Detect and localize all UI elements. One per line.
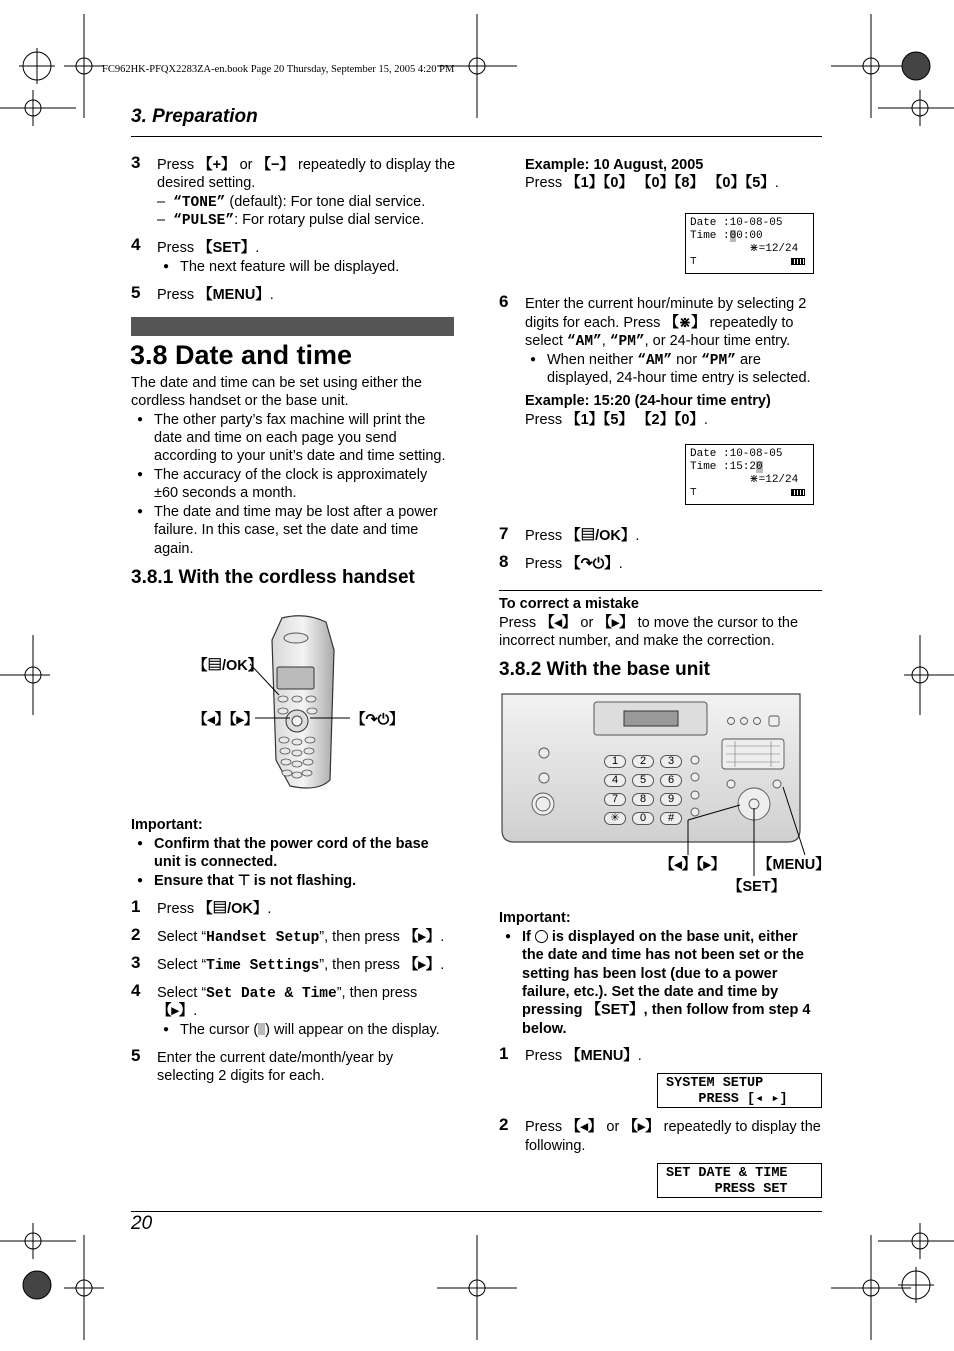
bullet-item: ● The next feature will be displayed. (180, 258, 399, 277)
step-text: selecting 2 digits for each. (157, 1068, 325, 1084)
step-number: 5 (131, 1046, 141, 1065)
base-nav-label: 【◂】【▸】 (660, 857, 726, 873)
antenna-icon: ⊤ (690, 487, 697, 499)
important-item: ● Ensure that ⊤ is not flashing. (154, 872, 356, 891)
section-header: 3. Preparation (131, 106, 258, 127)
step-text: Enter the current hour/minute by selecting 2 (525, 296, 807, 312)
step-number: 2 (499, 1115, 509, 1134)
important-item: ● Confirm that the power cord of the base (154, 835, 429, 854)
step-number: 3 (131, 953, 141, 972)
important-label: Important: (499, 910, 571, 926)
important-line: setting has been lost (due to a power (522, 966, 778, 982)
clock-icon (535, 930, 548, 943)
step-text: digits for each. Press 【⋇】 repeatedly to (525, 315, 794, 331)
step-text: Press 【▤/OK】. (157, 901, 272, 917)
step-text: desired setting. (157, 175, 256, 191)
step-text: Press 【+】 or 【−】 repeatedly to display the (157, 157, 456, 173)
step-text: Press 【◂】 or 【▸】 repeatedly to display the (525, 1119, 821, 1135)
base-set-label: 【SET】 (728, 879, 786, 895)
step-number: 6 (499, 292, 509, 311)
keypad-key: 8 (632, 793, 654, 806)
step-number: 4 (131, 981, 141, 1000)
keypad-key: 9 (660, 793, 682, 806)
page-number: 20 (131, 1213, 153, 1234)
example-keys: Press 【1】【5】 【2】【0】. (525, 412, 708, 428)
lcd-display: Date :10-08-05 Time :15:20 ⋇=12/24 ⊤ (685, 444, 814, 505)
step-number: 3 (131, 153, 141, 172)
keypad-key: 2 (632, 755, 654, 768)
step-text: Press 【↷⏻】. (525, 556, 623, 572)
antenna-icon: ⊤ (237, 873, 251, 889)
correction-title: To correct a mistake (499, 596, 639, 612)
example-keys: Press 【1】【0】 【0】【8】 【0】【5】. (525, 175, 779, 191)
step-number: 8 (499, 552, 509, 571)
correction-text: incorrect number, and make the correction. (499, 633, 775, 649)
bullet-item: ● The accuracy of the clock is approximately (154, 466, 427, 485)
step-text: Press 【MENU】. (525, 1048, 642, 1064)
important-line: below. (522, 1021, 567, 1037)
correction-text: Press 【◂】 or 【▸】 to move the cursor to the (499, 615, 799, 631)
step-text: Enter the current date/month/year by (157, 1050, 394, 1066)
lcd-display: Date :10-08-05 Time :00:00 ⋇=12/24 ⊤ (685, 213, 814, 274)
important-line: pressing 【SET】, then follow from step 4 (522, 1002, 811, 1018)
important-label: Important: (131, 817, 203, 833)
bullet-item: ● When neither “AM” nor “PM” are (547, 351, 761, 371)
step-text: Press 【▤/OK】. (525, 528, 640, 544)
keypad-key: # (660, 812, 682, 825)
keypad-key: 3 (660, 755, 682, 768)
step-number: 1 (499, 1044, 509, 1063)
step-text: Select “Time Settings”, then press 【▸】. (157, 957, 445, 974)
handset-nav-label: 【◂】【▸】 (193, 712, 259, 728)
footer-rule (131, 1211, 822, 1212)
step-text: following. (525, 1138, 586, 1154)
option-item: – “PULSE”: For rotary pulse dial service. (157, 212, 425, 229)
antenna-icon: ⊤ (690, 256, 697, 268)
keypad-key: 0 (632, 812, 654, 825)
step-text: Select “Handset Setup”, then press 【▸】. (157, 929, 445, 946)
keypad (604, 753, 691, 829)
step-number: 5 (131, 283, 141, 302)
example-title: Example: 10 August, 2005 (525, 157, 704, 173)
option-item: – “TONE” (default): For tone dial service. (157, 194, 426, 211)
keypad-key: ✳ (604, 812, 626, 825)
step-text: Press 【MENU】. (157, 287, 274, 303)
bullet-line: according to your unit’s date and time setting. (154, 448, 446, 464)
important-line: unit is connected. (154, 854, 278, 870)
step-text: select “AM”, “PM”, or 24-hour time entry. (525, 333, 791, 350)
step-number: 2 (131, 925, 141, 944)
example-title: Example: 15:20 (24-hour time entry) (525, 393, 771, 409)
handset-off-label: 【↷⏻】 (351, 712, 404, 728)
step-text: Select “Set Date & Time”, then press (157, 985, 418, 1002)
subsection-title: 3.8.1 With the cordless handset (131, 567, 415, 588)
step-text: 【▸】. (157, 1003, 198, 1019)
keypad-key: 1 (604, 755, 626, 768)
bullet-line: ±60 seconds a month. (154, 485, 297, 501)
bullet-line: again. (154, 541, 194, 557)
lcd-display: SYSTEM SETUP PRESS [◂ ▸] (657, 1073, 822, 1108)
keypad-key: 4 (604, 774, 626, 787)
lcd-display: SET DATE & TIME PRESS SET (657, 1163, 822, 1198)
bullet-line: date and time on each page you send (154, 430, 397, 446)
bullet-item: ● The other party’s fax machine will print the (154, 411, 425, 430)
subsection-title: 3.8.2 With the base unit (499, 659, 710, 680)
bullet-item: ● The cursor ( ) will appear on the display. (180, 1021, 440, 1040)
handset-ok-label: 【▤/OK】 (193, 658, 263, 674)
page-title: 3.8 Date and time (130, 340, 353, 370)
bullet-line: failure. In this case, set the date and time (154, 522, 419, 538)
important-line: the date and time has not been set or the (522, 947, 804, 963)
step-number: 4 (131, 235, 141, 254)
step-number: 1 (131, 897, 141, 916)
important-item: ● If is displayed on the base unit, either (522, 928, 798, 947)
base-menu-label: 【MENU】 (758, 857, 830, 873)
bullet-line: displayed, 24-hour time entry is selected. (547, 370, 811, 386)
important-line: failure, etc.). Set the date and time by (522, 984, 779, 1000)
intro-line: cordless handset or the base unit. (131, 393, 349, 409)
print-header: FC962HK-PFQX2283ZA-en.book Page 20 Thursday, September 15, 2005 4:20 PM (102, 64, 455, 75)
keypad-key: 6 (660, 774, 682, 787)
step-text: Press 【SET】. (157, 240, 260, 256)
bullet-item: ● The date and time may be lost after a power (154, 503, 438, 522)
keypad-key: 7 (604, 793, 626, 806)
step-number: 7 (499, 524, 509, 543)
intro-line: The date and time can be set using either the (131, 375, 422, 391)
keypad-key: 5 (632, 774, 654, 787)
